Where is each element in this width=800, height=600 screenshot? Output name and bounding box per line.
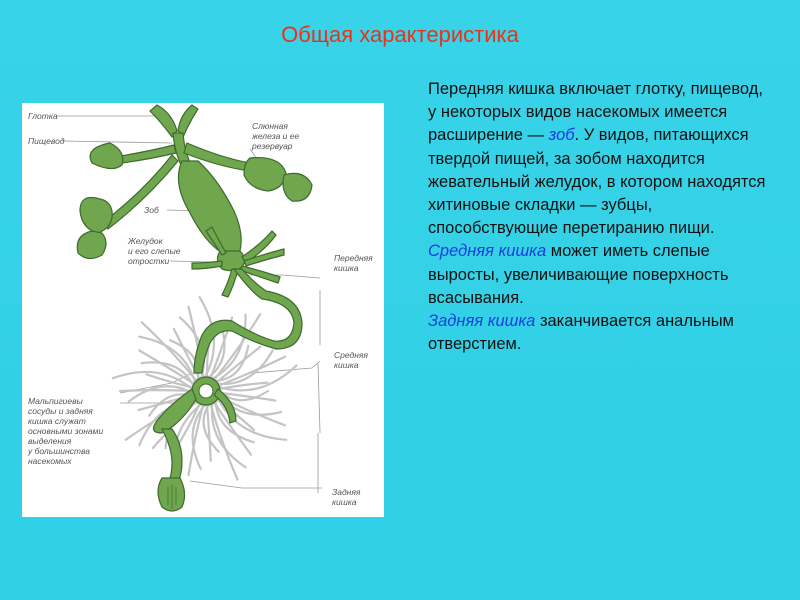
label-malpighian-3: кишка служат	[28, 416, 86, 426]
salivary-gland-left-lower	[80, 198, 112, 234]
label-hindgut-1: Задняя	[332, 487, 361, 497]
term-hindgut: Задняя кишка	[428, 312, 536, 331]
label-foregut-1: Передняя	[334, 253, 373, 263]
malpighian-tubule	[207, 405, 211, 461]
label-hindgut-2: кишка	[332, 497, 357, 507]
label-salivary-3: резервуар	[252, 141, 293, 151]
term-midgut: Средняя кишка	[428, 242, 547, 261]
term-crop: зоб	[548, 126, 575, 145]
label-midgut-2: кишка	[334, 360, 359, 370]
rectum	[158, 478, 185, 511]
malpighian-tubule	[120, 390, 192, 391]
paragraph-hindgut	[428, 310, 773, 356]
label-malpighian-7: насекомых	[28, 456, 72, 466]
crop	[178, 161, 241, 256]
slide-title: Общая характеристика	[281, 22, 519, 47]
label-salivary-2: железа и ее	[252, 131, 300, 141]
paragraph-foregut	[428, 78, 773, 240]
label-foregut-2: кишка	[334, 263, 359, 273]
foregut-text-a: Передняя кишка включает глотку, пищевод, у некоторых видов насекомых имеется расширение —	[428, 80, 763, 145]
salivary-gland-left-upper	[90, 143, 123, 169]
label-malpighian-5: выделения	[28, 436, 72, 446]
foregut-text-b: . У видов, питающихся твердой пищей, за зобом находится жевательный желудок, в котором находятся хитиновые складки — зубцы, способствующие перетиранию пищи.	[428, 126, 766, 238]
paragraph-midgut	[428, 240, 773, 310]
hindgut	[162, 429, 182, 483]
pharynx	[150, 105, 177, 137]
label-salivary-1: Слюнная	[252, 121, 288, 131]
insect-digestive-system-diagram	[22, 103, 384, 517]
label-stomach-2: и его слепые	[128, 246, 181, 256]
label-midgut-1: Средняя	[334, 350, 368, 360]
salivary-gland-right	[283, 173, 312, 201]
label-crop: Зоб	[144, 205, 159, 215]
hindgut-text: заканчивается анальным отверстием.	[428, 312, 734, 354]
midgut-text: может иметь слепые выросты, увеличивающие поверхность всасывания.	[428, 242, 729, 307]
label-stomach-1: Желудок	[128, 236, 163, 246]
label-pharynx: Глотка	[28, 111, 58, 121]
label-malpighian-4: основными зонами	[28, 426, 104, 436]
label-malpighian-1: Мальпигиевы	[28, 396, 83, 406]
label-esophagus: Пищевод	[28, 136, 65, 146]
label-malpighian-2: сосуды и задняя	[28, 406, 93, 416]
label-stomach-3: отростки	[128, 256, 170, 266]
description-text	[428, 78, 773, 356]
salivary-reservoir	[244, 158, 286, 191]
label-malpighian-6: у большинства	[28, 446, 90, 456]
